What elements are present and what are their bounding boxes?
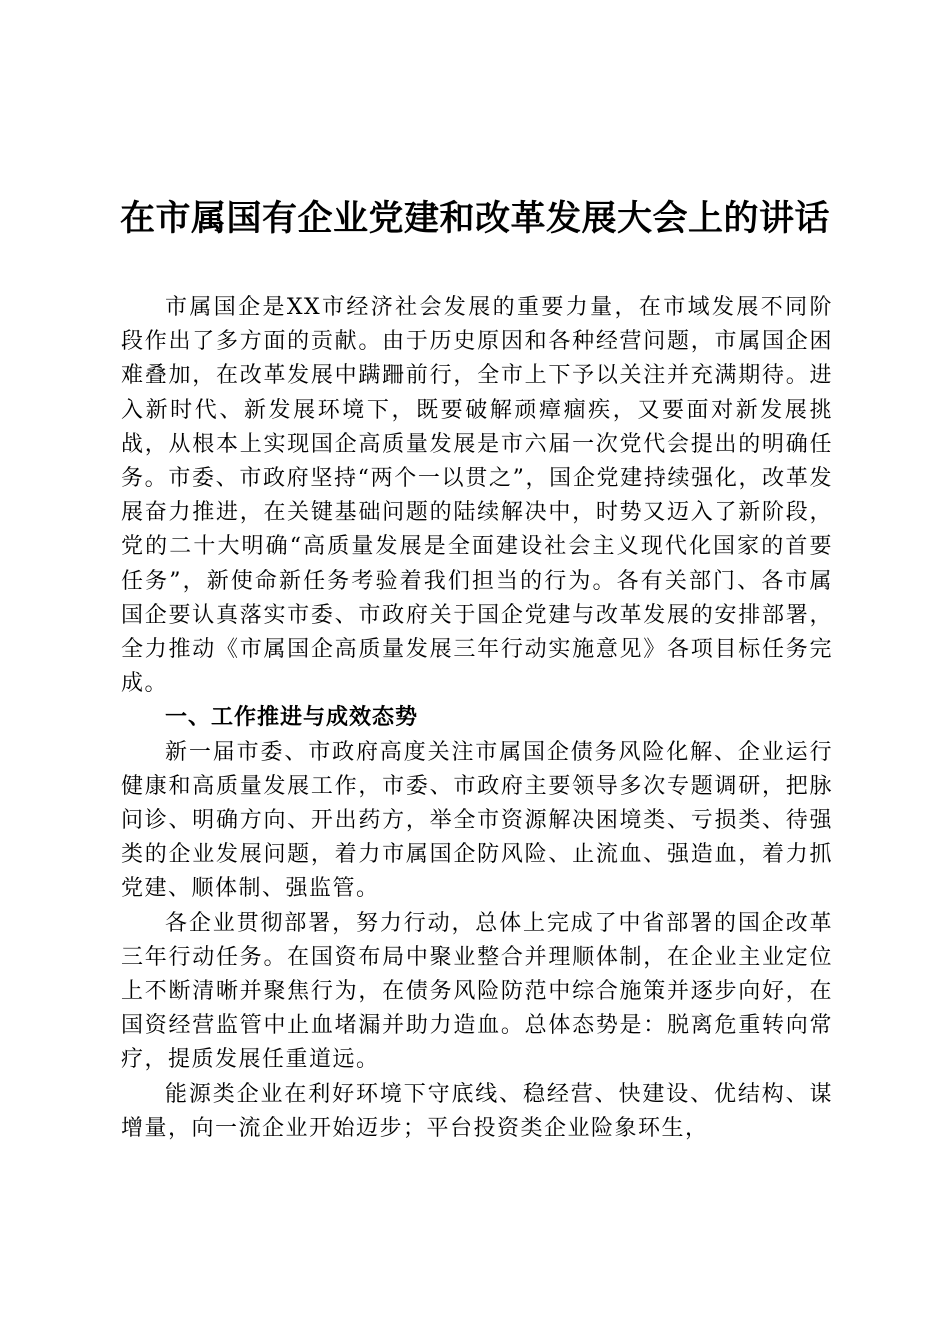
section-heading: 一、工作推进与成效态势	[165, 705, 419, 731]
section-paragraph: 新一届市委、市政府高度关注市属国企债务风险化解、企业运行健康和高质量发展工作，市委、市政府主要领导多次专题调研，把脉问诊、明确方向、开出药方，举全市资源解决困境类、亏损类、待强类的企业发展问题，着力市属国企防风险、止流血、强造血，着力抓党建、顺体制、强监管。	[121, 739, 833, 902]
intro-paragraph: 市属国企是XX市经济社会发展的重要力量，在市域发展不同阶段作出了多方面的贡献。由于历史原因和各种经营问题，市属国企困难叠加，在改革发展中蹒跚前行，全市上下予以关注并充满期待。进入新时代、新发展环境下，既要破解顽瘴痼疾，又要面对新发展挑战，从根本上实现国企高质量发展是市六届一次党代会提出的明确任务。市委、市政府坚持“两个一以贯之”，国企党建持续强化，改革发展奋力推进，在关键基础问题的陆续解决中，时势又迈入了新阶段，党的二十大明确“高质量发展是全面建设社会主义现代化国家的首要任务”，新使命新任务考验着我们担当的行为。各有关部门、各市属国企要认真落实市委、市政府关于国企党建与改革发展的安排部署，全力推动《市属国企高质量发展三年行动实施意见》各项目标任务完成。	[121, 295, 833, 697]
section-paragraph: 能源类企业在利好环境下守底线、稳经营、快建设、优结构、谋增量，向一流企业开始迈步；平台投资类企业险象环生，	[121, 1081, 833, 1141]
document-title: 在市属国有企业党建和改革发展大会上的讲话	[119, 198, 830, 239]
document-body	[121, 291, 833, 1146]
section-paragraph: 各企业贯彻部署，努力行动，总体上完成了中省部署的国企改革三年行动任务。在国资布局中聚业整合并理顺体制，在企业主业定位上不断清晰并聚焦行为，在债务风险防范中综合施策并逐步向好，在国资经营监管中止血堵漏并助力造血。总体态势是：脱离危重转向常疗，提质发展任重道远。	[121, 910, 833, 1073]
